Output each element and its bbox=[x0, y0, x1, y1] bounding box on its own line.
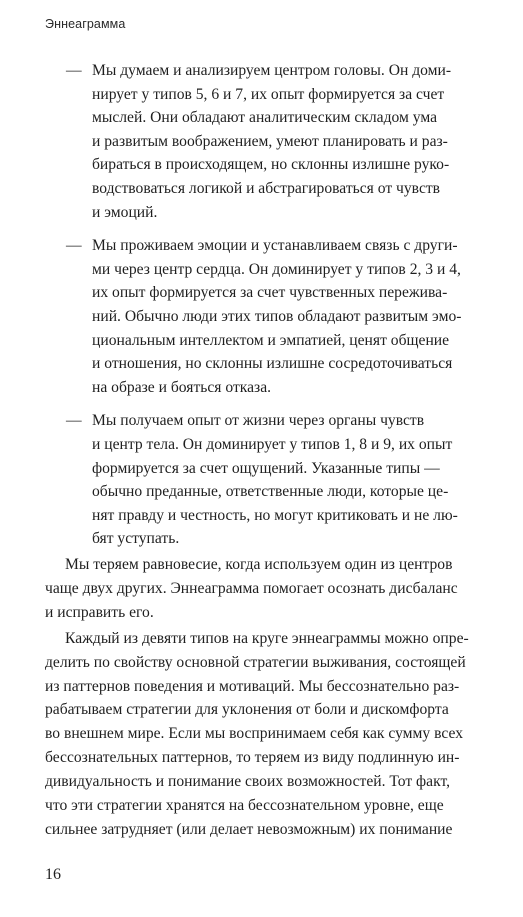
bullet-list bbox=[66, 59, 496, 561]
text-line: ми через центр сердца. Он доминирует у типов 2, 3 и 4, bbox=[92, 260, 461, 278]
text-line: Каждый из девяти типов на круге эннеаграммы можно опре- bbox=[65, 629, 469, 647]
text-line: обычно преданные, ответственные люди, которые це- bbox=[92, 483, 449, 501]
bullet-item-body-center bbox=[66, 409, 496, 551]
text-line: Мы получаем опыт от жизни через органы чувств bbox=[92, 412, 425, 430]
bullet-dash: — bbox=[66, 62, 82, 79]
text-line: их опыт формируется за счет чувственных пережива- bbox=[92, 284, 448, 302]
text-line: во внешнем мире. Если мы воспринимаем себя как сумму всех bbox=[45, 725, 463, 743]
bullet-item-heart-center bbox=[66, 234, 496, 399]
text-line: и исправить его. bbox=[45, 603, 154, 621]
page-number: 16 bbox=[45, 866, 61, 883]
text-line: чаще двух других. Эннеаграмма помогает осознать дисбаланс bbox=[45, 579, 458, 597]
bullet-item-head-center bbox=[66, 59, 496, 224]
text-line: Мы думаем и анализируем центром головы. Он доми- bbox=[92, 62, 452, 79]
text-line: бят уступать. bbox=[92, 530, 180, 548]
text-line: и развитым воображением, умеют планировать и раз- bbox=[92, 132, 448, 150]
text-line: делить по свойству основной стратегии выживания, состоящей bbox=[45, 653, 466, 671]
paragraph-types bbox=[45, 627, 497, 842]
bullet-text bbox=[92, 59, 496, 224]
text-line: и отношения, но склонны излишне сосредоточиваться bbox=[92, 355, 453, 373]
text-line: водствоваться логикой и абстрагироваться от чувств bbox=[92, 179, 441, 197]
bullet-dash: — bbox=[66, 237, 82, 255]
text-line: дивидуальность и понимание своих возможностей. Тот факт, bbox=[45, 773, 450, 791]
text-line: Мы проживаем эмоции и устанавливаем связь с други- bbox=[92, 237, 458, 255]
text-line: на образе и бояться отказа. bbox=[92, 378, 272, 396]
text-line: нят правду и честность, но могут критиковать и не лю- bbox=[92, 506, 458, 524]
text-line: и центр тела. Он доминирует у типов 1, 8 и 9, их опыт bbox=[92, 435, 453, 453]
text-line: рабатываем стратегии для уклонения от боли и дискомфорта bbox=[45, 701, 449, 719]
text-line: ний. Обычно люди этих типов обладают развитым эмо- bbox=[92, 307, 462, 325]
running-head: Эннеаграмма bbox=[45, 17, 126, 31]
text-line: формируется за счет ощущений. Указанные типы — bbox=[92, 459, 440, 477]
bullet-text bbox=[92, 409, 496, 551]
bullet-text bbox=[92, 234, 496, 399]
text-line: бираться в происходящем, но склонны излишне руко- bbox=[92, 156, 450, 174]
text-line: циональным интеллектом и эмпатией, ценят общение bbox=[92, 331, 450, 349]
text-line: мыслей. Они обладают аналитическим складом ума bbox=[92, 109, 438, 127]
text-line: из паттернов поведения и мотиваций. Мы бессознательно раз- bbox=[45, 677, 460, 695]
text-line: нирует у типов 5, 6 и 7, их опыт формируется за счет bbox=[92, 85, 445, 103]
body-text bbox=[45, 553, 497, 844]
paragraph-balance bbox=[45, 553, 497, 625]
text-line: сильнее затрудняет (или делает невозможным) их понимание bbox=[45, 820, 453, 838]
text-line: бессознательных паттернов, то теряем из виду подлинную ин- bbox=[45, 749, 460, 767]
text-line: Мы теряем равновесие, когда используем один из центров bbox=[65, 556, 453, 573]
text-line: и эмоций. bbox=[92, 203, 158, 221]
text-line: что эти стратегии хранятся на бессознательном уровне, еще bbox=[45, 797, 444, 815]
bullet-dash: — bbox=[66, 412, 82, 430]
